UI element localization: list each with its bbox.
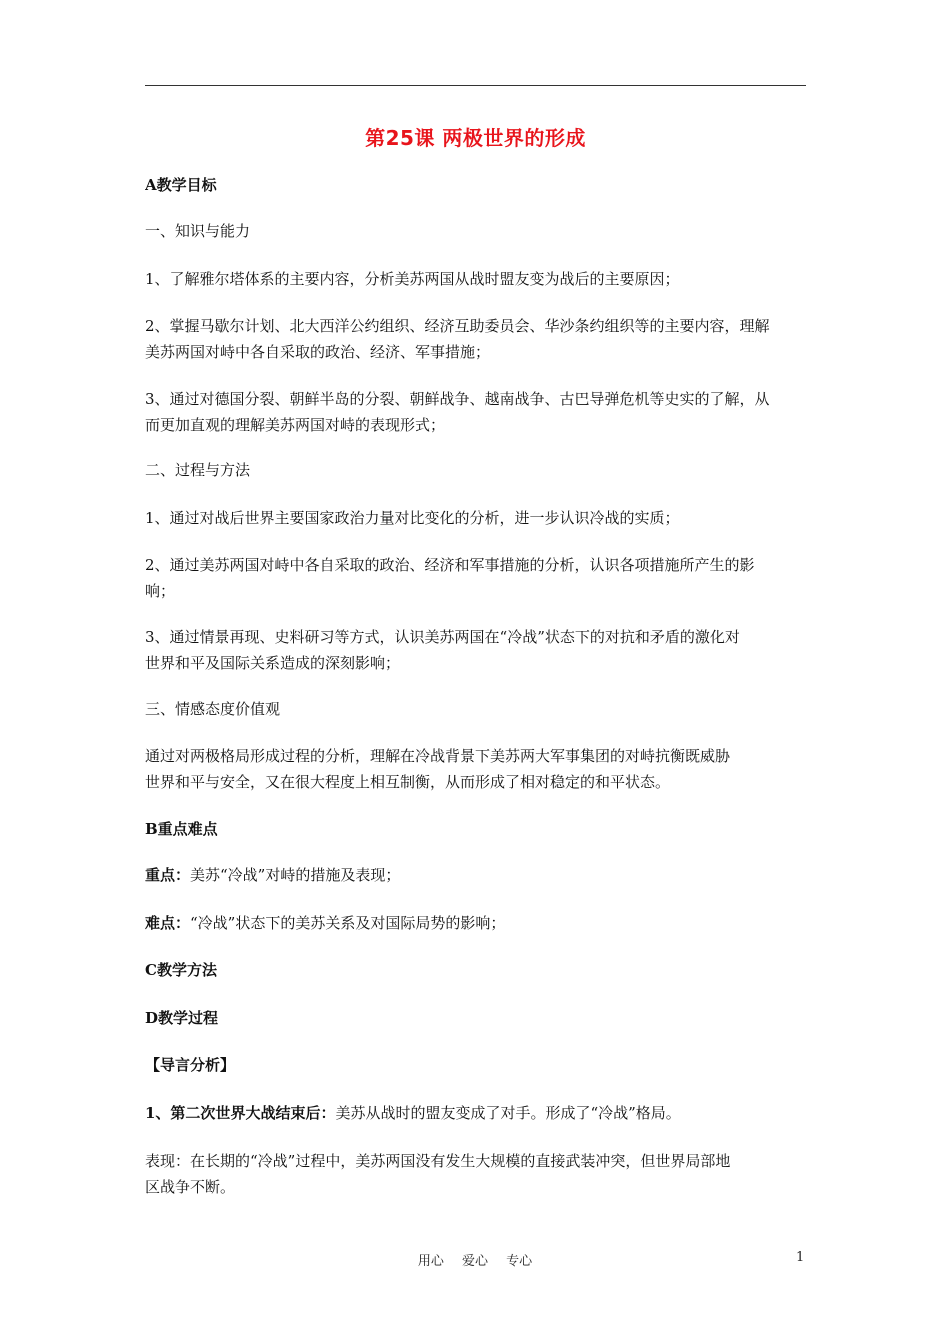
objective-3-1 — [145, 743, 806, 795]
intro-point-2 — [145, 1148, 806, 1200]
objective-1-3 — [145, 386, 806, 438]
objective-2-3-line-2: 世界和平及国际关系造成的深刻影响； — [145, 654, 401, 672]
objective-1-3-line-2: 而更加直观的理解美苏两国对峙的表现形式； — [145, 416, 446, 434]
section-d-heading: D教学过程 — [145, 1009, 219, 1027]
page-number: 1 — [796, 1250, 805, 1265]
key-point — [145, 862, 806, 888]
objective-2-1: 1、通过对战后世界主要国家政治力量对比变化的分析，进一步认识冷战的实质； — [145, 509, 680, 527]
header-rule — [145, 85, 806, 86]
objective-1-3-line-1: 3、通过对德国分裂、朝鲜半岛的分裂、朝鲜战争、越南战争、古巴导弹危机等史实的了解，从 — [145, 390, 770, 408]
objective-1-2-line-2: 美苏两国对峙中各自采取的政治、经济、军事措施； — [145, 343, 491, 361]
intro-point-1-text: 美苏从战时的盟友变成了对手。形成了“冷战”格局。 — [335, 1104, 681, 1122]
intro-point-2-line-2: 区战争不断。 — [145, 1178, 236, 1196]
objective-3-1-line-1: 通过对两极格局形成过程的分析，理解在冷战背景下美苏两大军事集团的对峙抗衡既威胁 — [145, 747, 731, 765]
section-1-heading: 一、知识与能力 — [145, 222, 251, 240]
key-point-label: 重点： — [145, 866, 191, 884]
objective-1-1: 1、了解雅尔塔体系的主要内容，分析美苏两国从战时盟友变为战后的主要原因； — [145, 270, 680, 288]
objective-1-2-line-1: 2、掌握马歇尔计划、北大西洋公约组织、经济互助委员会、华沙条约组织等的主要内容，理解 — [145, 317, 770, 335]
section-c-heading: C教学方法 — [145, 961, 217, 979]
objective-2-2-line-2: 响； — [145, 582, 176, 600]
difficult-point — [145, 910, 806, 936]
page-title: 第25课 两极世界的形成 — [365, 126, 586, 150]
footer-motto: 用心 爱心 专心 — [417, 1254, 533, 1269]
objective-1-2 — [145, 313, 806, 365]
difficult-point-text: “冷战”状态下的美苏关系及对国际局势的影响； — [190, 914, 506, 932]
objective-3-1-line-2: 世界和平与安全，又在很大程度上相互制衡，从而形成了相对稳定的和平状态。 — [145, 773, 671, 791]
key-point-text: 美苏“冷战”对峙的措施及表现； — [190, 866, 401, 884]
section-a-heading: A教学目标 — [145, 176, 217, 194]
difficult-point-label: 难点： — [145, 914, 191, 932]
section-b-heading: B重点难点 — [145, 820, 218, 838]
intro-heading: 【导言分析】 — [145, 1056, 236, 1074]
intro-point-1 — [145, 1100, 806, 1126]
intro-point-2-line-1: 表现：在长期的“冷战”过程中，美苏两国没有发生大规模的直接武装冲突，但世界局部地 — [145, 1152, 731, 1170]
section-2-heading: 二、过程与方法 — [145, 461, 251, 479]
section-3-heading: 三、情感态度价值观 — [145, 700, 281, 718]
objective-2-3 — [145, 624, 806, 676]
intro-point-1-label: 1、第二次世界大战结束后： — [145, 1104, 336, 1122]
objective-2-2 — [145, 552, 806, 604]
objective-2-3-line-1: 3、通过情景再现、史料研习等方式，认识美苏两国在“冷战”状态下的对抗和矛盾的激化对 — [145, 628, 740, 646]
objective-2-2-line-1: 2、通过美苏两国对峙中各自采取的政治、经济和军事措施的分析，认识各项措施所产生的影 — [145, 556, 755, 574]
